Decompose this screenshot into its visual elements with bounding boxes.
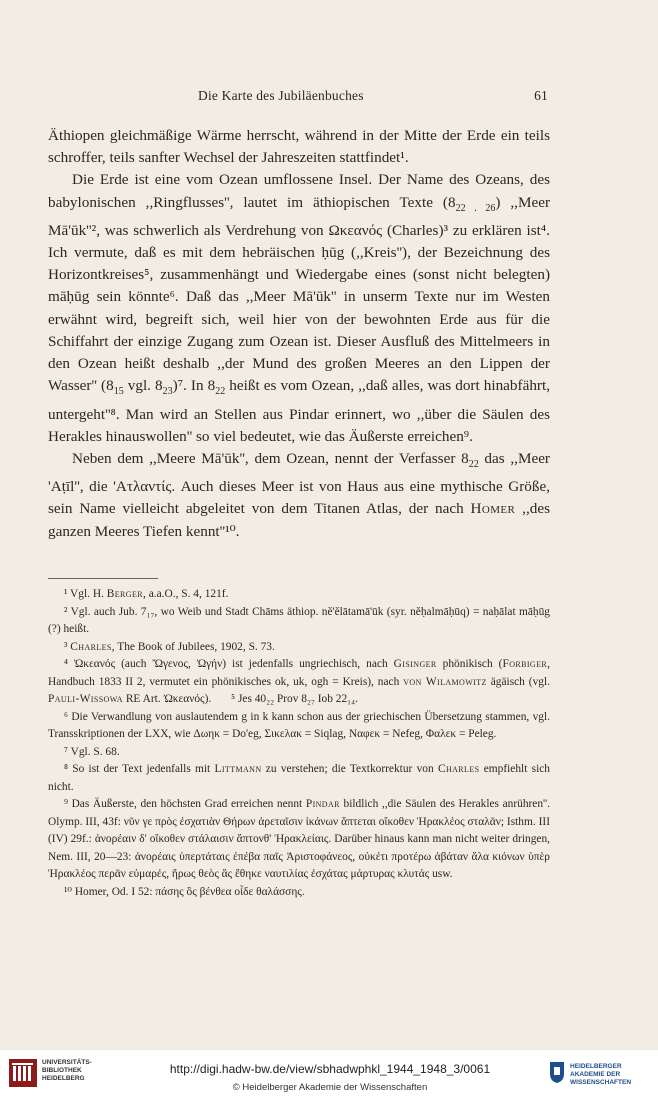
footnote-text: Forbiger <box>502 658 548 670</box>
footnote-text: ¹ Vgl. H. <box>64 588 107 600</box>
footnote-text: , a.a.O., S. 4, 121f. <box>143 588 229 600</box>
p2-text-b: ) ,,Meer Mā'ūk''², was schwerlich als Verdrehung von Ωκεανός (Charles)³ zu erklären ist⁴. Ich vermute, daß es mit dem hebräischen ḥūg (,,Kreis''), der Bezeichnung des Horizontkreises⁵, zusammenhängt und Wiedergabe eines (sonst nicht belegten) māḥūg sein könnte⁶. Daß das ,,Meer Mā'ūk'' in unserm Texte nur im Westen erwähnt wird, begreift sich, weil hier von der bewohnten Erde aus für die Schiffahrt der einzige Zugang zum Ozean ist. Dieser Ausfluß des Mittelmeers in den Ozean heißt deshalb ,,der Mund des großen Meeres an den Lippen der Wasser'' (8 <box>48 193 550 395</box>
p2-text-d: )⁷. In 8 <box>172 377 216 395</box>
p2-text-e: heißt es vom Ozean, ,,daß alles, was dort hinabfährt, untergeht''⁸. Man wird an Stellen aus Pindar erinnert, wo ,,über die Säulen des Herakles hinauswollen'' so viel bedeutet, wie das Äußerste erreichen⁹. <box>48 377 550 445</box>
footnote-text: Berger <box>106 588 143 600</box>
footnote-text: , Handbuch 1833 II 2, vermutet ein phönikisches ok, uk, ogh = Kreis), nach <box>48 658 550 688</box>
library-name: UNIVERSITÄTS-BIBLIOTHEK HEIDELBERG <box>42 1059 92 1082</box>
footnotes <box>48 586 550 901</box>
permalink-url[interactable]: http://digi.hadw-bw.de/view/sbhadwphkl_1944_1948_3/0061 <box>169 1062 491 1076</box>
footnote-2: ² Vgl. auch Jub. 7₁₇, wo Weib und Stadt Chāms äthiop. nĕ'ĕlātamā'ūk (syr. nĕḥalmāḥūq) = naḥālat māḥūg (?) heißt. <box>48 605 550 635</box>
copyright-notice: © Heidelberger Akademie der Wissenschaften <box>232 1082 428 1093</box>
footnote-text: Charles <box>437 763 480 775</box>
footnote-text: zu verstehen; die Textkorrektur von <box>261 763 438 775</box>
academy-name: HEIDELBERGER AKADEMIE DER WISSENSCHAFTEN <box>570 1063 632 1086</box>
footnote-text: ⁸ So ist der Text jedenfalls mit <box>64 763 215 775</box>
p2-text-c: vgl. 8 <box>123 377 163 395</box>
university-library-logo-icon[interactable] <box>8 1058 38 1088</box>
academy-logo-icon[interactable] <box>548 1060 566 1084</box>
footnote-10: ¹⁰ Homer, Od. I 52: πάσης ὃς βένθεα οἶδε θαλάσσης. <box>64 885 305 898</box>
footnote-text: Charles <box>70 640 112 653</box>
paragraph-3 <box>48 448 550 543</box>
page-number: 61 <box>534 88 548 103</box>
running-title: Die Karte des Jubiläenbuches <box>198 88 364 103</box>
footnote-text: von Wilamowitz <box>403 675 487 688</box>
p2-subscript: 22 <box>215 386 226 398</box>
p2-subscript: 15 <box>113 386 124 398</box>
p2-subscript: 22 . 26 <box>455 202 496 214</box>
footnote-text: ⁹ Das Äußerste, den höchsten Grad erreichen nennt <box>64 798 306 810</box>
footnote-3 <box>48 639 550 657</box>
p3-subscript: 22 <box>468 458 479 470</box>
paragraph-2 <box>48 169 550 448</box>
footnote-text: Gisinger <box>393 658 437 670</box>
footnote-8 <box>48 761 550 796</box>
p3-text-c: ,,des ganzen Meeres Tiefen kennt''¹⁰. <box>48 500 550 540</box>
footnote-6: ⁶ Die Verwandlung von auslautendem g in k kann schon aus der griechischen Übersetzung stammen, vgl. Transskriptionen der LXX, wie Δωηκ = Do'eg, Σικελακ = Siqlag, Ναφεκ = Nefeg, Φαλεκ = Peleg. <box>48 710 550 740</box>
footnote-rule <box>48 578 158 579</box>
p2-text-a: Die Erde ist eine vom Ozean umflossene Insel. Der Name des Ozeans, des babylonischen ,,Ringflusses'', lautet im äthiopischen Texte (8 <box>48 171 550 211</box>
footnote-text: ägäisch (vgl. <box>486 675 550 688</box>
footnote-text: bildlich ,,die Säulen des Herakles anrühren''. Olymp. III, 43f: νῦν γε πρὸς ἐσχατιὰν Θήρων ἀρεταῖσιν ἱκάνων ἅπτεται οἴκοθεν Ἡρακλέος σταλᾶν; Isthm. III (IV) 29f.: ἀνορέαιν δ' οἴκοθεν στάλαισιν ἅπτονθ' Ἡρακλείαις. Darüber hinaus kann man nicht weiter dringen, Nem. III, 20—23: ἀνορέαις ὑπερτάταις ἐπέβα παῖς Ἀριστοφάνεος, οὐκέτι προτέρω ἀβάταν ἅλα κιόνων ὑπὲρ Ἡρακλέος περᾶν εὐμαρές, ἥρως θεὸς ἃς ἔθηκε ναυτιλίας ἐσχάτας μάρτυρας κλυτάς usw. <box>48 798 551 880</box>
p2-subscript: 23 <box>162 386 173 398</box>
footnote-text: empfiehlt sich nicht. <box>48 763 550 793</box>
main-text <box>48 125 550 543</box>
footnote-text: Littmann <box>214 763 262 775</box>
p3-text-b: das ,,Meer 'Aṭīl'', die 'Ατλαντίς. Auch dieses Meer ist von Haus aus eine mythische Größe, sein Name vielleicht abgeleitet von dem Titanen Atlas, der nach <box>48 449 550 518</box>
footnote-1 <box>48 586 550 604</box>
footnote-text: , The Book of Jubilees, 1902, S. 73. <box>111 640 275 653</box>
author-homer: Homer <box>470 500 516 518</box>
footnote-text: phönikisch ( <box>436 658 503 670</box>
p3-text-a: Neben dem ,,Meere Mā'ūk'', dem Ozean, nennt der Verfasser 8 <box>72 449 469 467</box>
footnote-text: Pauli-Wissowa <box>48 693 123 705</box>
footnote-9 <box>48 796 550 884</box>
footnote-text: Pindar <box>305 798 340 810</box>
footnote-text: ⁴ Ὠκεανός (auch Ὤγενος, Ὠγήν) ist jedenfalls ungriechisch, nach <box>64 658 394 670</box>
paragraph-1: Äthiopen gleichmäßige Wärme herrscht, während in der Mitte der Erde ein teils schroffer, teils sanfter Wechsel der Jahreszeiten stattfindet¹. <box>48 127 550 167</box>
footnote-7: ⁷ Vgl. S. 68. <box>64 745 120 758</box>
footnote-4-5 <box>48 656 550 709</box>
footnote-text: RE Art. Ὠκεανός). ⁵ Jes 40₂₂ Prov 8₂₇ Iob 22₁₄. <box>122 693 358 705</box>
viewer-footer <box>0 1050 658 1098</box>
footnote-text: ³ <box>64 640 71 653</box>
